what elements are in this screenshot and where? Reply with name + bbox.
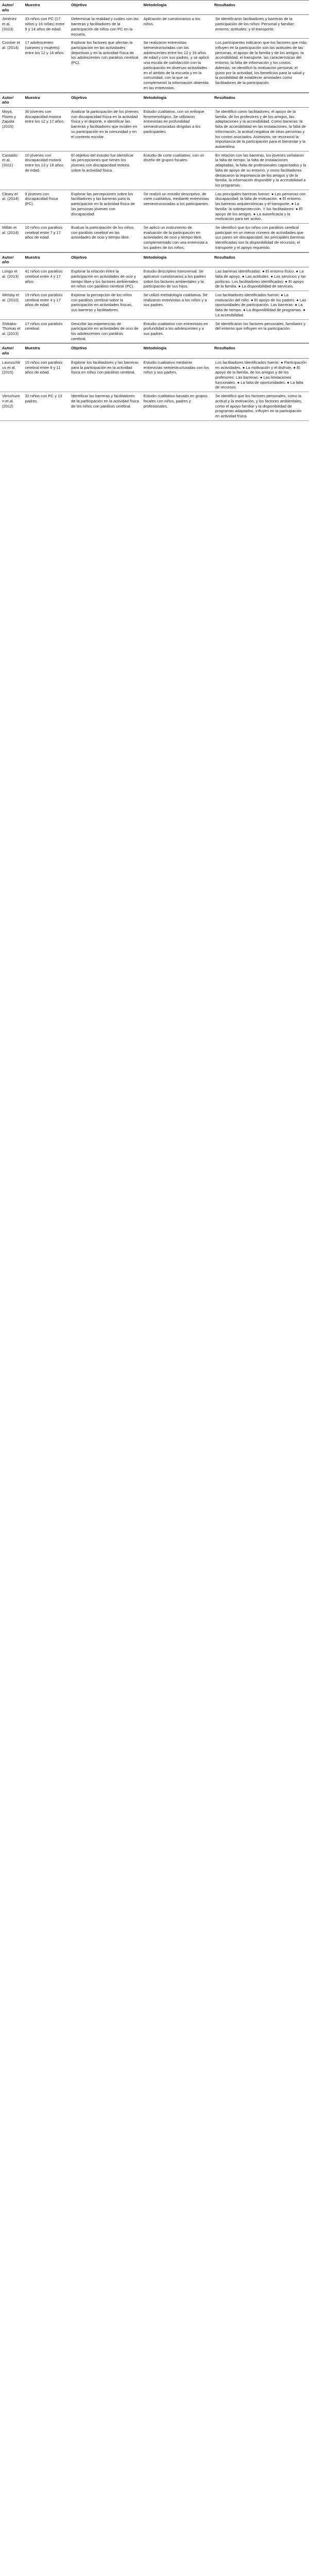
cell-objective: Analizar la participación de los jóvenes con discapacidad física en la actividad física y el deporte, e identificar las barreras y facilitadores que inciden en su participación en la comunidad y en el contexto escolar. (69, 107, 141, 151)
cell-results: Se identificó como facilitadores: el apoyo de la familia, de los profesores y de los amigos, las adaptaciones y la accesibilidad. Como barreras: la falta de accesibilidad en las instalaciones, la falta de información, la actitud negativa de otras personas y los costos asociados. Asimismo, se reconoció la importancia de la participación para el bienestar y la autoestima. (212, 107, 309, 151)
col-author-year: Autor/ año (0, 1, 23, 15)
cell-author: Lauruschkus et al. (2015) (0, 358, 23, 392)
cell-results: Los facilitadores identificados fueron: ● Participación en actividades. ● La motivación y el disfrute. ● El apoyo de la familia, de los amigos y de los profesores. Las barreras: ● Las limitaciones funcionales. ● La falta de oportunidades. ● La falta de recursos. (212, 358, 309, 392)
studies-table-part-1 (0, 0, 309, 93)
table-row (0, 392, 309, 421)
cell-results: Los facilitadores identificados fueron: ● La motivación del niño. ● El apoyo de los padres. ● Las oportunidades de participación. Las barreras: ● La falta de tiempo. ● La disponibilidad de programas. ● La accesibilidad. (212, 291, 309, 319)
col-methodology: Metodología (142, 344, 212, 358)
table-row (0, 39, 309, 92)
col-results: Resultados (212, 93, 309, 107)
cell-results: Las barreras identificadas: ● El entorno físico. ● La falta de apoyo. ● Las actitudes. ● Los servicios y las políticas. Los facilitadores identificados: ● El apoyo de la familia. ● La disponibilidad de servicios. (212, 267, 309, 291)
table-header (0, 1, 309, 15)
cell-methodology: Estudio cualitativo, con un enfoque fenomenológico. Se utilizaron entrevistas en profundidad semiestructuradas dirigidas a los participantes. (142, 107, 212, 151)
cell-results: Se identificó que los niños con parálisis cerebral participan en un menor número de actividades que sus pares sin discapacidad; las principales barreras identificadas son la disponibilidad de recursos, el transporte y el apoyo requerido. (212, 224, 309, 252)
table-header (0, 93, 309, 107)
cell-methodology: Estudio cualitativo con entrevistas en profundidad a los adolescentes y a sus padres. (142, 319, 212, 343)
table-row (0, 224, 309, 252)
cell-author: Cleary et al. (2014) (0, 190, 23, 223)
cell-sample: 17 niños con parálisis cerebral. (23, 319, 69, 343)
cell-author: Millán et al. (2014) (0, 224, 23, 252)
cell-methodology: Se utilizó metodología cualitativa. Se realizaron entrevistas a los niños y a sus padres. (142, 291, 212, 319)
cell-results: Se identificaron facilitadores y barreras de la participación de los niños: Personal y familiar; entorno; actitudes; y el transporte. (212, 15, 309, 39)
cell-results: Se identificó que los factores personales, como la actitud y la motivación, y los factores ambientales, como el apoyo familiar y la disponibilidad de programas adaptados, influyen en la participación en actividad física. (212, 392, 309, 421)
col-objective: Objetivo (69, 344, 141, 358)
col-author-year: Autor/ año (0, 252, 23, 267)
cell-author: Moya, Flores y Zapata (2015) (0, 107, 23, 151)
col-author-year: Autor/ año (0, 344, 23, 358)
cell-author: Jiménez et al. (2013) (0, 15, 23, 39)
cell-objective: Evaluar la participación de los niños con parálisis cerebral en las actividades de ocio y tiempo libre. (69, 224, 141, 252)
cell-sample: 33 niños con PC (17 niños y 16 niñas) entre 9 y 14 años de edad. (23, 15, 69, 39)
table-row (0, 107, 309, 151)
col-sample: Muestra (23, 93, 69, 107)
col-methodology: Metodología (142, 93, 212, 107)
cell-methodology: Se realizaron entrevistas semiestructuradas con los adolescentes entre los 12 y 16 años de edad y con sus padres, y se aplicó una escala de satisfacción con la participación en diversas actividades en el ámbito de la escuela y en la comunidad, con la que se complementó la información obtenida en las entrevistas. (142, 39, 212, 92)
cell-methodology: Se aplicó un instrumento de evaluación de la participación en actividades de ocio y tiempo libre, complementado con una entrevista a los padres de los niños. (142, 224, 212, 252)
cell-methodology: Estudio descriptivo transversal. Se aplicaron cuestionarios a los padres sobre los factores ambientales y la participación de sus hijos. (142, 267, 212, 291)
col-methodology: Metodología (142, 252, 212, 267)
table-row (0, 291, 309, 319)
page (0, 0, 309, 421)
col-sample: Muestra (23, 344, 69, 358)
cell-methodology: Aplicación de cuestionarios a los niños. (142, 15, 212, 39)
cell-sample: 19 niños con parálisis cerebral entre 4 y 17 años de edad. (23, 291, 69, 319)
cell-objective: El objetivo del estudio fue identificar las percepciones que tienen los jóvenes con discapacidad motora sobre la actividad física. (69, 151, 141, 190)
studies-table-part-3 (0, 252, 309, 344)
cell-objective: Explorar los factores que afectan la participación en las actividades deportivas y en la actividad física de los adolescentes con parálisis cerebral (PC). (69, 39, 141, 92)
table-header (0, 252, 309, 267)
cell-methodology: Estudio cualitativo basado en grupos focales con niños, padres y profesionales. (142, 392, 212, 421)
cell-objective: Explorar los facilitadores y las barreras para la participación en la actividad física en niños con parálisis cerebral. (69, 358, 141, 392)
cell-methodology: Se realizó un estudio descriptivo, de corte cualitativo, mediante entrevistas semiestructuradas a los participantes. (142, 190, 212, 223)
cell-objective: Describir las experiencias de participación en actividades de ocio de los adolescentes con parálisis cerebral. (69, 319, 141, 343)
cell-sample: 15 niños con parálisis cerebral entre 8 y 11 años de edad. (23, 358, 69, 392)
col-results: Resultados (212, 252, 309, 267)
col-author-year: Autor/ año (0, 93, 23, 107)
table-row (0, 151, 309, 190)
cell-sample: 32 niños con PC y 13 padres. (23, 392, 69, 421)
cell-sample: 30 jóvenes con discapacidad motora entre los 12 y 17 años. (23, 107, 69, 151)
col-objective: Objetivo (69, 252, 141, 267)
cell-objective: Explorar la relación entre la participación en actividades de ocio y tiempo libre y los factores ambientales en niños con parálisis cerebral (PC). (69, 267, 141, 291)
table-row (0, 15, 309, 39)
studies-table-part-4 (0, 343, 309, 420)
col-methodology: Metodología (142, 1, 212, 15)
col-objective: Objetivo (69, 1, 141, 15)
cell-methodology: Estudio de corte cualitativo, con un diseño de grupos focales. (142, 151, 212, 190)
cell-author: Longo et al. (2013) (0, 267, 23, 291)
cell-author: Shikako-Thomas et al. (2013) (0, 319, 23, 343)
cell-author: Welsby et al. (2010) (0, 291, 23, 319)
col-objective: Objetivo (69, 93, 141, 107)
cell-methodology: Estudio cualitativo mediante entrevistas semiestructuradas con los niños y sus padres. (142, 358, 212, 392)
cell-objective: Identificar las barreras y facilitadores de la participación en la actividad física de los niños con parálisis cerebral. (69, 392, 141, 421)
cell-sample: 10 niños con parálisis cerebral entre 7 y 17 años de edad. (23, 224, 69, 252)
studies-table-part-2 (0, 93, 309, 252)
cell-sample: 10 jóvenes con discapacidad motora entre los 13 y 18 años de edad. (23, 151, 69, 190)
cell-sample: 41 niños con parálisis cerebral entre 4 y 17 años. (23, 267, 69, 291)
cell-results: Las principales barreras fueron: ● Las personas con discapacidad: la falta de motivación. ● El entorno: las barreras arquitectónicas y el transporte. ● La familia: la sobreprotección. Y los facilitadores: ● El apoyo de los amigos. ● La autoeficacia y la motivación para ser activo. (212, 190, 309, 223)
table-row (0, 267, 309, 291)
cell-author: Castaldo et al. (2011) (0, 151, 23, 190)
cell-results: Los participantes indicaron que los factores que más influyen en la participación son las actitudes de las personas, el apoyo de la familia y de los amigos, la accesibilidad, el transporte, las características del entorno, la falta de información y los costos. Además, se identificó la motivación personal, el gusto por la actividad, los beneficios para la salud y la posibilidad de establecer amistades como facilitadores de la participación. (212, 39, 309, 92)
cell-objective: Explorar la percepción de los niños con parálisis cerebral sobre la participación en actividades físicas, sus barreras y facilitadores. (69, 291, 141, 319)
col-sample: Muestra (23, 252, 69, 267)
cell-objective: Explorar las percepciones sobre los facilitadores y las barreras para la participación en la actividad física de las personas jóvenes con discapacidad. (69, 190, 141, 223)
cell-author: Crocker et al. (2014) (0, 39, 23, 92)
cell-objective: Determinar la realidad y cuáles son las barreras y facilitadores de la participación de niños con PC en la escuela. (69, 15, 141, 39)
col-results: Resultados (212, 344, 309, 358)
cell-sample: 9 jóvenes con discapacidad física (PC). (23, 190, 69, 223)
cell-sample: 17 adolescentes (varones y mujeres) entre los 12 y 16 años. (23, 39, 69, 92)
cell-results: Se identificaron los factores personales, familiares y del entorno que influyen en la participación. (212, 319, 309, 343)
cell-author: Verschuren et al. (2012) (0, 392, 23, 421)
col-results: Resultados (212, 1, 309, 15)
col-sample: Muestra (23, 1, 69, 15)
cell-results: En relación con las barreras, los jóvenes señalaron la falta de tiempo, la falta de instalaciones adaptadas, la falta de profesionales capacitados y la falta de apoyo de su entorno, y como facilitadores destacaron la importancia de los amigos y de la familia, la información disponible y la accesibilidad a los programas. (212, 151, 309, 190)
table-row (0, 319, 309, 343)
table-row (0, 358, 309, 392)
table-header (0, 344, 309, 358)
table-row (0, 190, 309, 223)
